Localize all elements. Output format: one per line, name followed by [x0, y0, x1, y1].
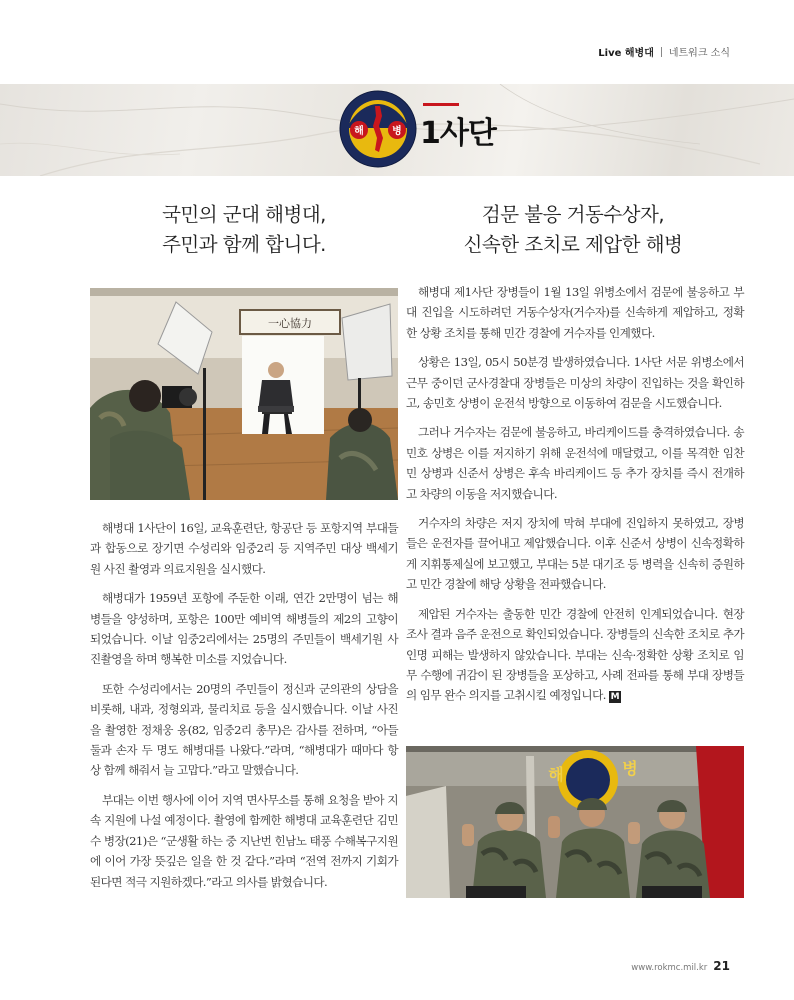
marine-division-emblem [339, 90, 417, 168]
right-paragraph: 해병대 제1사단 장병들이 1월 13일 위병소에서 검문에 불응하고 부대 진입을 시도하려던 거동수상자(거수자)를 신속하게 제압하고, 정확한 상황 조치를 통해 민간 경찰에 거수자를 인계했다. [406, 285, 744, 340]
right-paragraph: 그러나 거수자는 검문에 불응하고, 바리케이드를 충격하였습니다. 송민호 상병은 이를 저지하기 위해 운전석에 매달렸고, 이를 목격한 임찬민 상병과 신준서 상병은 후속 바리케이드 등 추가 장치를 즉시 전개하고 차량의 이동을 저지했습니다. [406, 425, 744, 501]
emblem-left-char: 해 [354, 126, 364, 137]
photo-marines-group [406, 746, 744, 898]
left-headline-line-1: 국민의 군대 해병대, [162, 203, 326, 226]
right-paragraph: 상황은 13일, 05시 50분경 발생하였습니다. 1사단 서문 위병소에서 근무 중이던 군사경찰대 장병들은 미상의 차량이 진입하는 것을 확인하고, 송민호 상병이 운전석 방향으로 이동하여 검문을 시도했습니다. [406, 355, 744, 411]
left-article-body [90, 518, 398, 901]
left-paragraph: 해병대가 1959년 포항에 주둔한 이래, 연간 2만명이 넘는 해병들을 양성하며, 포항은 100만 예비역 해병들의 제2의 고향이 되었습니다. 이날 임중2리에서는 25명의 주민들이 백세기원 사진촬영을 하며 행복한 미소를 지었습니다. [90, 591, 398, 667]
left-headline-line-2: 주민과 함께 합니다. [162, 233, 326, 256]
section-main-label: Live 해병대 [598, 48, 654, 59]
left-paragraph: 해병대 1사단이 16일, 교육훈련단, 항공단 등 포항지역 부대들과 합동으로 장기면 수성리와 임중2리 등 지역주민 대상 백세기원 사진 촬영과 의료지원을 실시했다. [90, 521, 398, 576]
right-paragraph-last [406, 604, 744, 706]
section-sub-label: 네트워크 소식 [668, 48, 730, 59]
flag-char-right: 병 [622, 759, 638, 778]
photo-portrait-session [90, 288, 398, 500]
flag-char-left: 해 [548, 765, 564, 784]
page-number: 21 [713, 959, 730, 973]
right-paragraph: 제압된 거수자는 출동한 민간 경찰에 안전히 인계되었습니다. 현장 조사 결과 음주 운전으로 확인되었습니다. 장병들의 신속한 조치로 추가 인명 피해는 발생하지 않았습니다. 부대는 신속·정확한 상황 조치로 임무 수행에 귀감이 된 장병들을 포상하고, 사례 전파를 통해 부대 장병들의 임무 완수 의지를 고취시킬 예정입니다. [406, 606, 744, 703]
left-headline [90, 200, 398, 260]
right-paragraph: 거수자의 차량은 저지 장치에 막혀 부대에 진입하지 못하였고, 장병들은 운전자를 끌어내고 제압했습니다. 이후 신준서 상병이 신속정확하게 지휘통제실에 보고했고, 부대는 5분 대기조 등 병력을 신속히 증원하고 민간 경찰에 해당 상황을 전파했습니다. [406, 516, 744, 592]
article-end-mark: M [610, 692, 620, 703]
left-paragraph: 부대는 이번 행사에 이어 지역 면사무소를 통해 요청을 받아 지속 지원에 나설 예정이다. 촬영에 함께한 해병대 교육훈련단 김민수 병장(21)은 “군생활 하는 중 지난번 힌남노 태풍 수해복구지원에 이어 가장 뜻깊은 일을 한 것 같다.”라며 “전역 전까지 기회가 된다면 적극 지원하겠다.”라고 의사를 밝혔습니다. [90, 792, 398, 889]
title-accent-bar [423, 103, 459, 106]
right-headline [402, 200, 744, 260]
page-header [0, 0, 794, 84]
section-divider [661, 47, 662, 57]
right-headline-line-2: 신속한 조치로 제압한 해병 [463, 233, 683, 256]
right-article-body [406, 282, 744, 715]
section-label [598, 44, 730, 59]
page-footer [631, 955, 730, 974]
emblem-right-char: 병 [392, 126, 402, 137]
right-headline-line-1: 검문 불응 거동수상자, [481, 203, 665, 226]
unit-title: 1사단 [420, 116, 496, 151]
wall-frame-text: 一心協力 [268, 317, 312, 330]
left-paragraph: 또한 수성리에서는 20명의 주민들이 정신과 군의관의 상담을 비롯해, 내과, 정형외과, 물리치료 등을 실시했습니다. 이날 사진을 촬영한 정채웅 옹(82, 임중2리 총무)은 감사를 전하며, “아들 둘과 손자 두 명도 해병대를 나왔다.”라며, “해병대가 때마다 항상 함께 해줘서 늘 고맙다.”라고 말했습니다. [90, 681, 398, 778]
footer-url: www.rokmc.mil.kr [631, 963, 708, 973]
